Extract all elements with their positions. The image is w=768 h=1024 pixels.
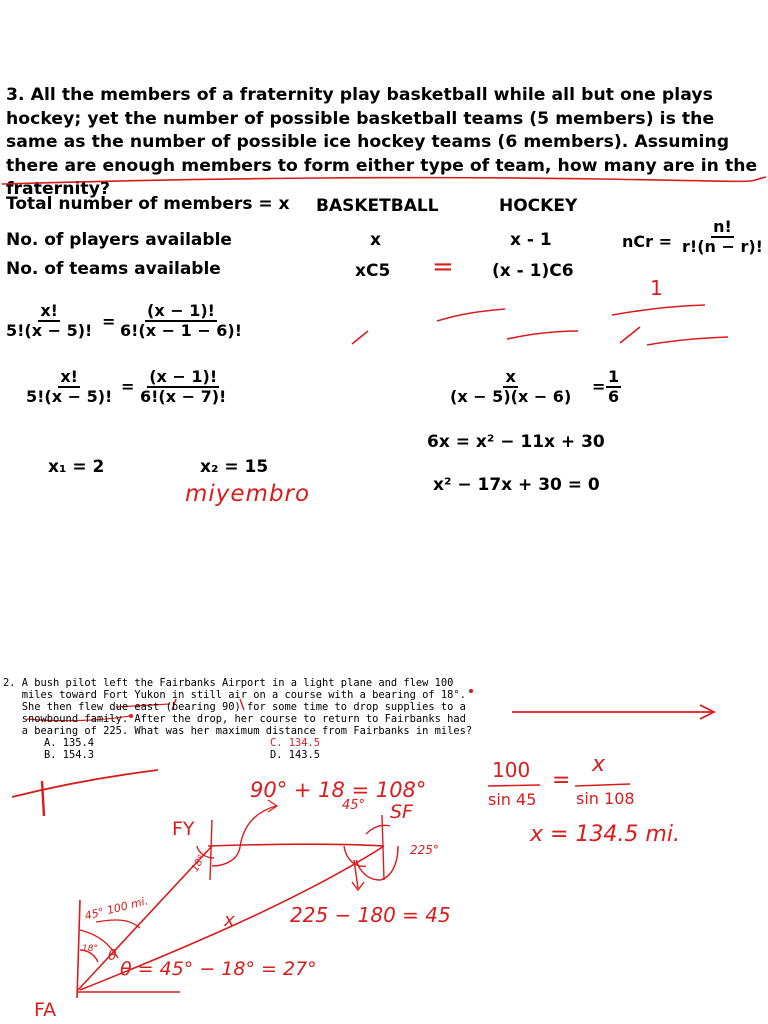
hand-dash-1 (437, 309, 505, 321)
eq1-equals: = (102, 312, 116, 331)
teams-basketball: xC5 (355, 261, 391, 281)
ncr-label: nCr = (622, 232, 672, 251)
arc-108 (240, 806, 276, 847)
hand-axis-tick (42, 781, 44, 816)
teams-hockey: (x - 1)C6 (492, 261, 574, 281)
label-18-fy: 18° (189, 853, 209, 874)
col-basketball: BASKETBALL (316, 196, 439, 216)
col-hockey: HOCKEY (499, 196, 578, 216)
row-players-label: No. of players available (6, 230, 232, 250)
north-line-fa (77, 900, 80, 998)
hand-dash-4 (647, 337, 728, 345)
label-x: x (224, 910, 235, 931)
option-a: A. 135.4 (44, 737, 95, 749)
label-sf: SF (390, 801, 413, 823)
ratio-num-left: 100 (492, 758, 531, 782)
arc-fy (212, 847, 240, 866)
eq3-num: x (505, 367, 516, 386)
label-100mi: 45° 100 mi. (83, 894, 150, 923)
eq3-right-fraction (606, 368, 621, 406)
label-45: 45° (342, 798, 366, 813)
problem-3-text: 3. All the members of a fraternity play basketball while all but one plays hockey; yet the number of possible basketball teams (5 members) is the same as the number of possible ice hockey teams (6 members). Assuming there are enough members to form either type of team, how many are in the fraternity? (6, 85, 758, 199)
label-225: 225° (410, 843, 439, 857)
hand-slash (620, 327, 640, 343)
hand-equals: = (432, 252, 454, 282)
eq1-left-den: 5!(x − 5)! (6, 321, 93, 340)
red-separator-line (2, 177, 766, 184)
hand-checkmark (352, 331, 368, 344)
mark-dot (469, 689, 473, 693)
path-fy-sf (208, 844, 384, 846)
hand-miyembro: miyembro (185, 481, 311, 507)
hand-axis-line (12, 770, 158, 797)
eq1-right-num: (x − 1)! (147, 301, 215, 320)
label-18-fa: 18° (82, 944, 98, 954)
eq3-right-num: 1 (608, 367, 620, 386)
hand-dash-2 (507, 331, 578, 339)
ratio-den-right: sin 108 (576, 789, 635, 808)
hand-theta-eq: θ = 45° − 18° = 27° (120, 958, 317, 980)
eq2-left-fraction (24, 368, 114, 406)
label-fy: FY (172, 818, 195, 840)
hand-subtraction: 225 − 180 = 45 (290, 903, 451, 927)
players-hockey: x - 1 (510, 230, 552, 250)
option-d: D. 143.5 (270, 749, 321, 761)
total-members-label: Total number of members = x (6, 194, 290, 214)
hand-answer: x = 134.5 mi. (530, 822, 680, 847)
hand-one: 1 (650, 276, 663, 300)
eq2-left-den: 5!(x − 5)! (26, 387, 113, 406)
problem-2-line-1: 2. A bush pilot left the Fairbanks Airport in a light plane and flew 100 (3, 677, 454, 689)
eq2-right-den: 6!(x − 7)! (140, 387, 227, 406)
row-teams-label: No. of teams available (6, 259, 221, 279)
north-line-fy (210, 820, 212, 880)
eq2-right-fraction (138, 368, 228, 406)
ratio-bar-right (575, 784, 630, 786)
option-b: B. 154.3 (44, 749, 95, 761)
ncr-fraction (680, 218, 765, 256)
ratio-den-left: sin 45 (488, 790, 537, 809)
root-x1: x₁ = 2 (48, 457, 105, 477)
problem-2-line-2: miles toward Fort Yukon in still air on a course with a bearing of 18°. (3, 689, 466, 701)
option-c: C. 134.5 (270, 737, 321, 749)
ncr-denominator: r!(n − r)! (682, 237, 763, 256)
ncr-numerator: n! (713, 217, 732, 236)
eq1-right-fraction (118, 302, 244, 340)
dist-arrow (96, 920, 140, 928)
problem-2-line-3: She then flew due east (bearing 90) for some time to drop supplies to a (3, 701, 466, 713)
hand-angle-sum: 90° + 18 = 108° (250, 778, 427, 802)
root-x2: x₂ = 15 (200, 457, 269, 477)
eq1-right-den: 6!(x − 1 − 6)! (120, 321, 243, 340)
players-basketball: x (370, 230, 381, 250)
eq5: x² − 17x + 30 = 0 (433, 475, 600, 495)
eq2-right-num: (x − 1)! (149, 367, 218, 386)
problem-2-line-5: a bearing of 225. What was her maximum distance from Fairbanks in miles? (3, 725, 473, 737)
eq2-equals: = (121, 377, 135, 396)
eq1-left-fraction (4, 302, 94, 340)
arc-sf-2 (366, 825, 390, 834)
hand-dash-3 (612, 305, 705, 315)
eq2-left-num: x! (60, 367, 78, 386)
ratio-num-right: x (592, 752, 606, 777)
eq3-left-fraction (448, 368, 573, 406)
ratio-equals: = (552, 768, 571, 793)
eq4: 6x = x² − 11x + 30 (427, 432, 605, 452)
eq1-left-num: x! (40, 301, 58, 320)
label-theta: θ (108, 948, 117, 964)
label-fa: FA (34, 999, 57, 1021)
ratio-bar-left (488, 785, 540, 786)
eq3-equals: = (592, 377, 606, 396)
eq3-den: (x − 5)(x − 6) (450, 387, 572, 406)
eq3-right-den: 6 (608, 387, 620, 406)
problem-2-line-4: snowbound family. After the drop, her course to return to Fairbanks had (3, 713, 466, 725)
